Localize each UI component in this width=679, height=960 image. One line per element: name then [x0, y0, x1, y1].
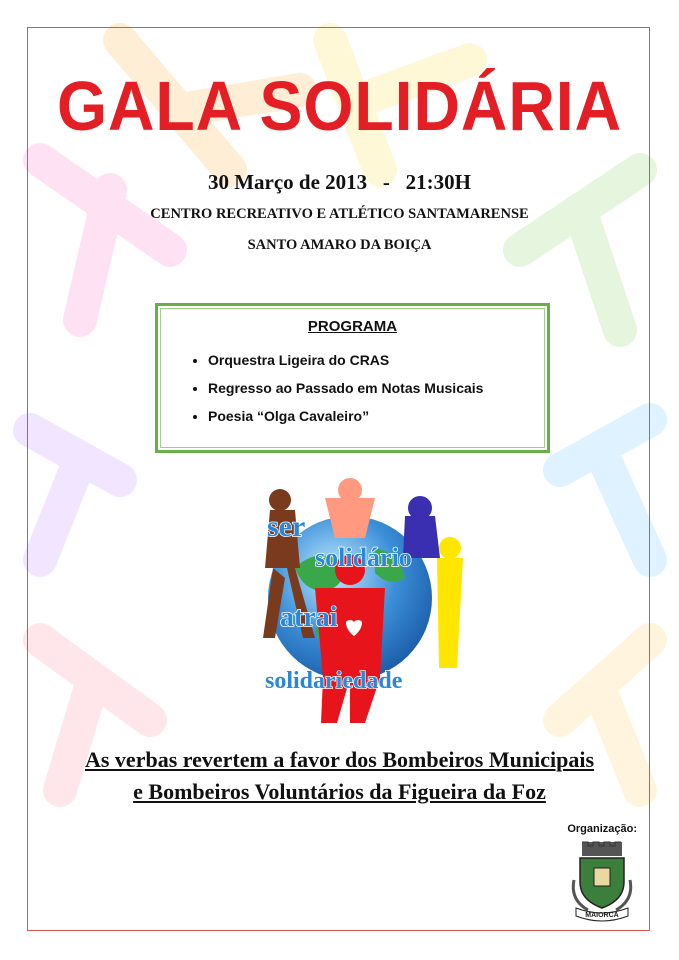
poster-title: GALA SOLIDÁRIA: [56, 67, 623, 145]
program-item: • Orquestra Ligeira do CRAS: [208, 346, 483, 374]
event-place: SANTO AMARO DA BOIÇA: [247, 237, 432, 253]
program-item: • Regresso ao Passado em Notas Musicais: [208, 374, 483, 402]
program-heading: PROGRAMA: [307, 318, 398, 335]
logo-word: solidariedade: [265, 668, 403, 694]
program-list: [188, 346, 483, 430]
crest-scroll-text: MAIORCA: [585, 912, 619, 919]
footer-line: As verbas revertem a favor dos Bombeiros Municipais: [84, 747, 595, 772]
program-item: • Poesia “Olga Cavaleiro”: [208, 402, 483, 430]
program-box: [155, 303, 550, 453]
logo-word: solidário: [315, 543, 412, 572]
footer-line: e Bombeiros Voluntários da Figueira da Foz: [133, 779, 546, 804]
globe-with-people-icon: [225, 478, 470, 723]
organizer-label: Organização:: [567, 823, 637, 835]
event-date-time: 30 Março de 2013 - 21:30H: [207, 170, 472, 194]
coat-of-arms-icon: [568, 840, 636, 922]
footer-note: [0, 744, 679, 808]
event-venue: CENTRO RECREATIVO E ATLÉTICO SANTAMARENSE: [150, 206, 529, 222]
logo-word: atrai: [280, 602, 338, 633]
logo-word: ser: [267, 510, 306, 543]
